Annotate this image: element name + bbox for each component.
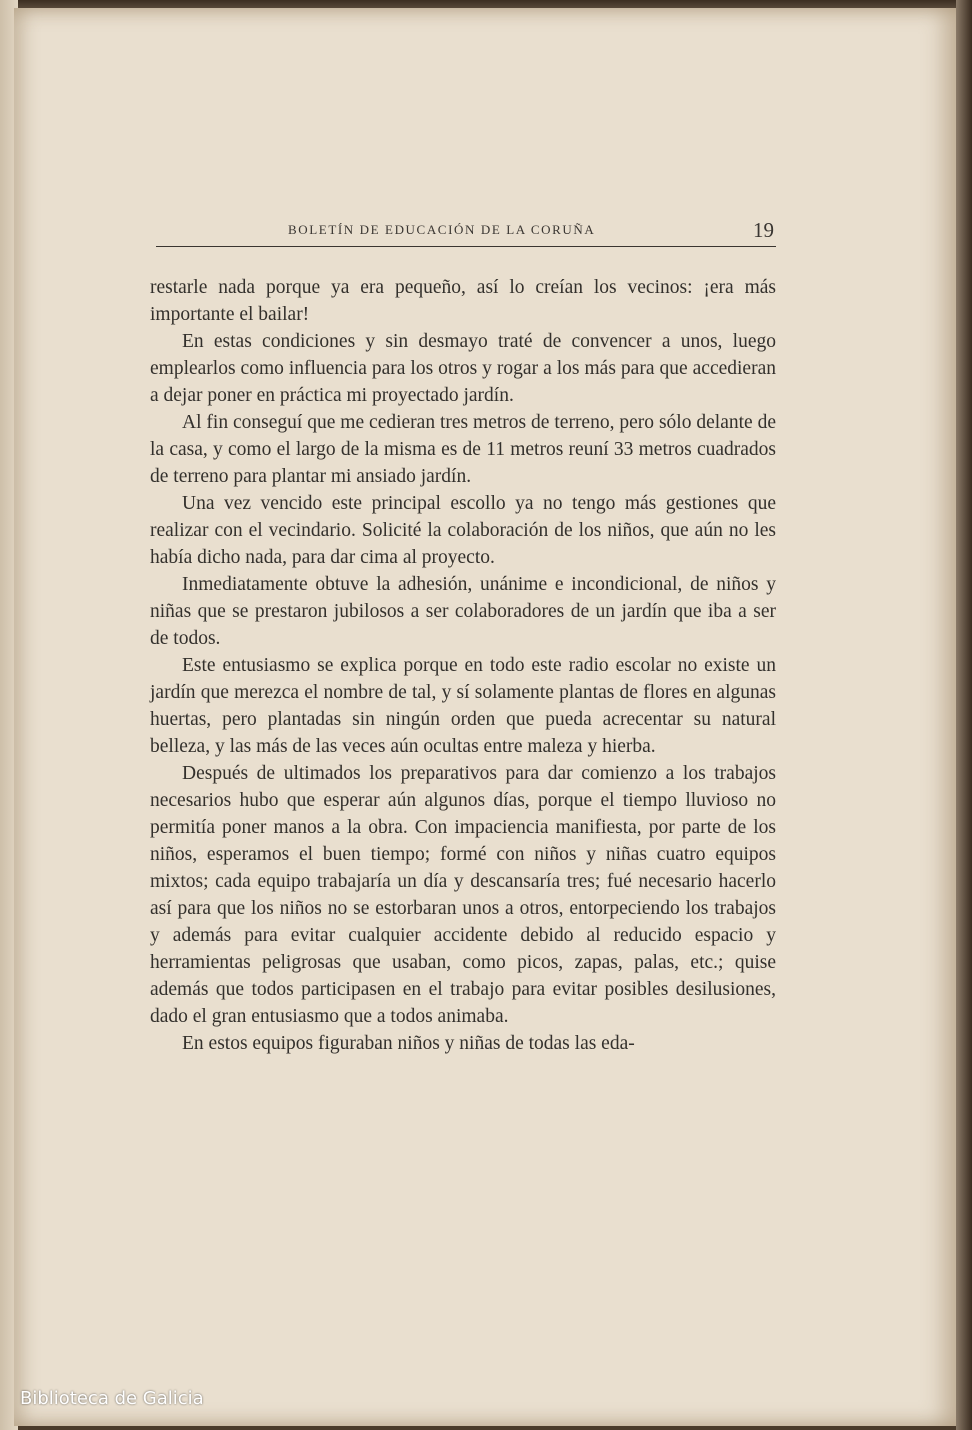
paragraph: restarle nada porque ya era pequeño, así lo creían los vecinos: ¡era más importante el bailar! — [150, 277, 776, 325]
page-right-edge — [956, 0, 972, 1430]
paragraph: En estas condiciones y sin desmayo traté de convencer a unos, luego emplearlos como influencia para los otros y rogar a los más para que accedieran a dejar poner en práctica mi proyectado jardín. — [150, 331, 776, 406]
paragraph: Al fin conseguí que me cedieran tres metros de terreno, pero sólo delante de la casa, y como el largo de la misma es de 11 metros reuní 33 metros cuadrados de terreno para plantar mi ansiado jardín. — [150, 412, 776, 487]
page-number: 19 — [753, 218, 774, 242]
paragraph: Inmediatamente obtuve la adhesión, unánime e incondicional, de niños y niñas que se prestaron jubilosos a ser colaboradores de un jardín que iba a ser de todos. — [150, 574, 776, 649]
paragraph: Este entusiasmo se explica porque en todo este radio escolar no existe un jardín que merezca el nombre de tal, y sí solamente plantas de flores en algunas huertas, pero plantadas sin ningún orden que pueda acrecentar su natural belleza, y las más de las veces aún ocultas entre maleza y hierba. — [150, 655, 776, 757]
paragraph: Después de ultimados los preparativos para dar comienzo a los trabajos necesarios hubo que esperar aún algunos días, porque el tiempo lluvioso no permitía poner manos a la obra. Con impaciencia manifiesta, por parte de los niños, esperamos el buen tiempo; formé con niños y niñas cuatro equipos mixtos; cada equipo trabajaría un día y descansaría tres; fué necesario hacerlo así para que los niños no se estorbaran unos a otros, entorpeciendo los trabajos y además para evitar cualquier accidente debido al reducido espacio y herramientas peligrosas que usaban, como picos, zapas, palas, etc.; quise además que todos participasen en el trabajo para evitar posibles desilusiones, dado el gran entusiasmo que a todos animaba. — [150, 763, 776, 1027]
running-title: BOLETÍN DE EDUCACIÓN DE LA CORUÑA — [288, 222, 596, 237]
library-watermark: Biblioteca de Galicia — [20, 1388, 204, 1409]
paragraph: Una vez vencido este principal escollo ya no tengo más gestiones que realizar con el vecindario. Solicité la colaboración de los niños, que aún no les había dicho nada, para dar cima al proyecto. — [150, 493, 776, 568]
body-text — [150, 274, 776, 1057]
paragraph: En estos equipos figuraban niños y niñas de todas las eda- — [182, 1033, 635, 1054]
page-header — [156, 218, 776, 247]
